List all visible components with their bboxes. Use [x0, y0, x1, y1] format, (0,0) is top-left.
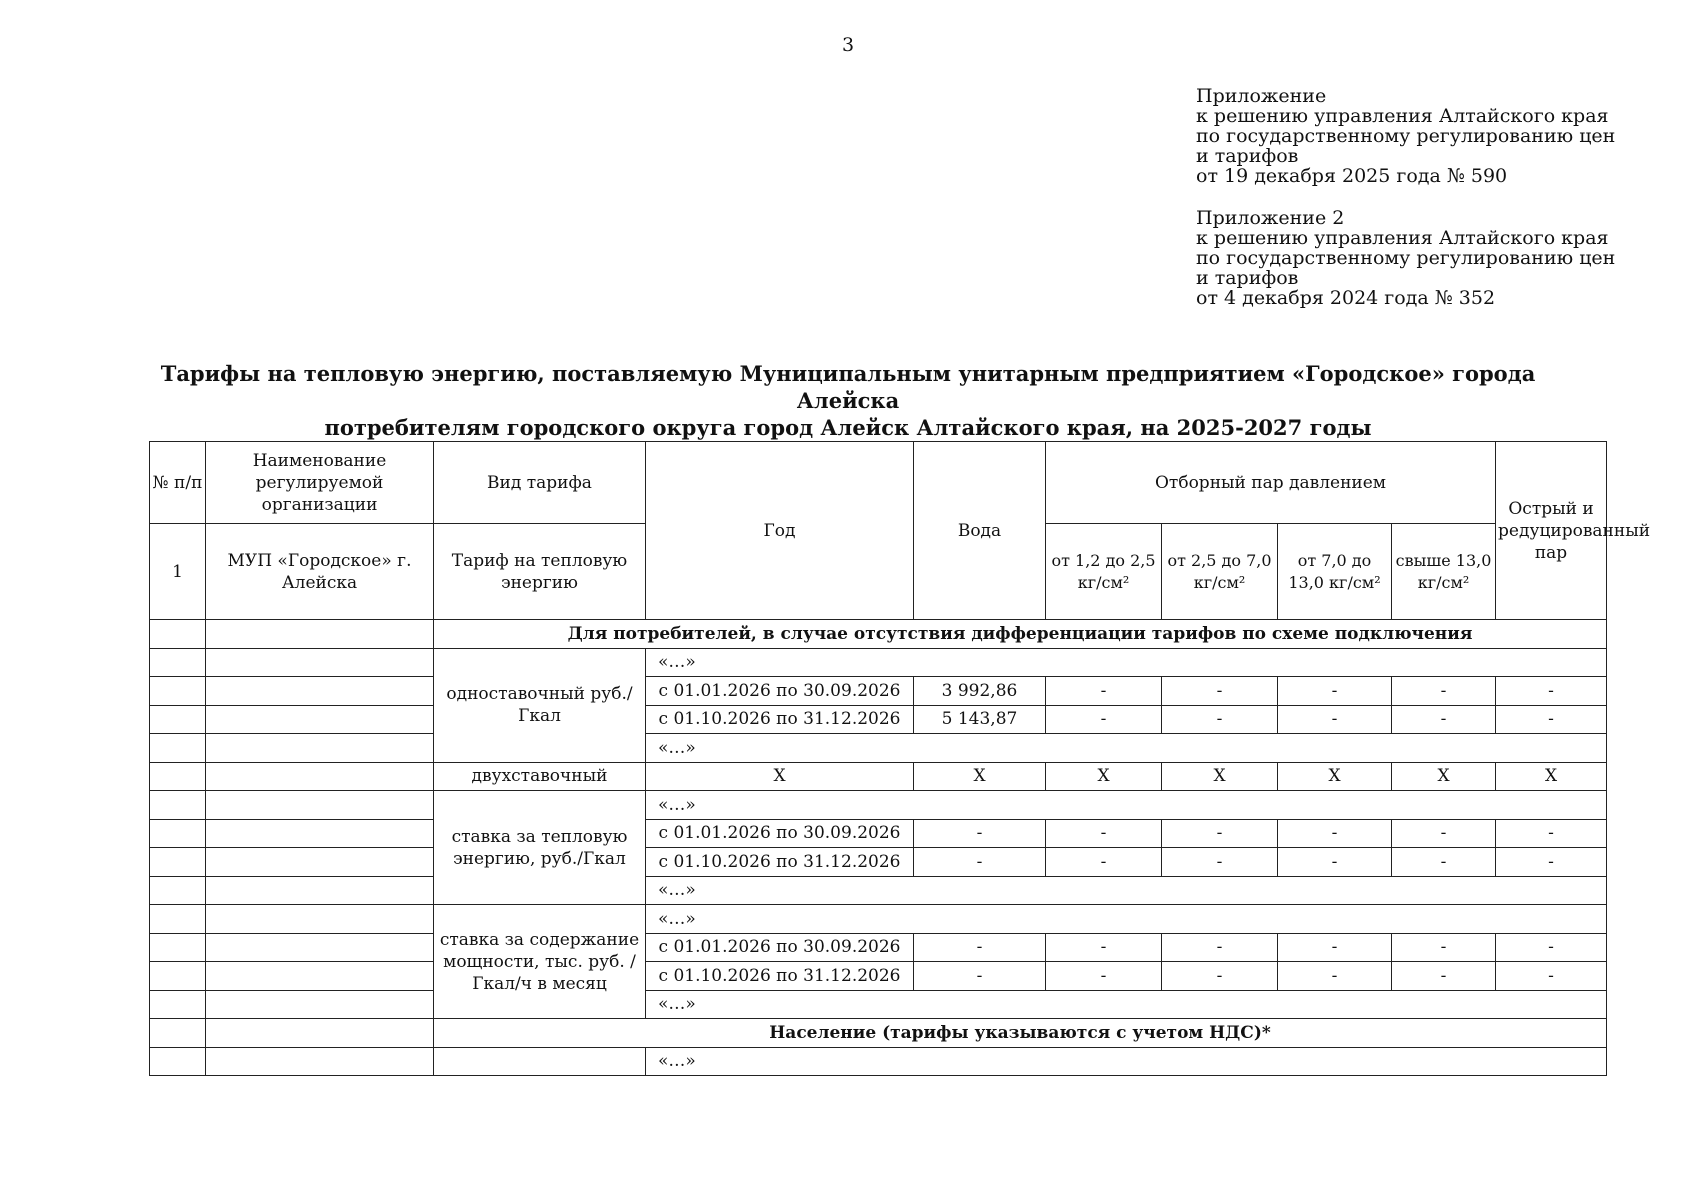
- appendix-1-line: от 19 декабря 2025 года № 590: [1196, 165, 1508, 187]
- table-row: [150, 705, 1607, 734]
- dash-cell: -: [1496, 677, 1607, 706]
- header-steam-2: от 2,5 до 7,0 кг/см²: [1162, 524, 1278, 620]
- table-row: [150, 876, 1607, 905]
- table-row: [150, 819, 1607, 848]
- header-acute-steam: Острый и редуцированный пар: [1496, 442, 1607, 620]
- period-cell: с 01.10.2026 по 31.12.2026: [646, 705, 914, 734]
- ellipsis-cell: «…»: [646, 648, 1607, 677]
- dash-cell: -: [1278, 705, 1392, 734]
- appendix-2-block: [1196, 208, 1615, 308]
- ellipsis-cell: «…»: [646, 1047, 1607, 1076]
- dash-cell: -: [914, 962, 1046, 991]
- table-row: [150, 848, 1607, 877]
- dash-cell: -: [1392, 848, 1496, 877]
- header-tariff-type: Вид тарифа: [434, 442, 646, 524]
- dash-cell: -: [1278, 848, 1392, 877]
- appendix-1-block: [1196, 86, 1615, 186]
- appendix-2-line: и тарифов: [1196, 267, 1299, 289]
- dash-cell: -: [1392, 705, 1496, 734]
- dash-cell: -: [1278, 819, 1392, 848]
- ellipsis-cell: «…»: [646, 905, 1607, 934]
- period-cell: с 01.01.2026 по 30.09.2026: [646, 933, 914, 962]
- dash-cell: -: [1496, 848, 1607, 877]
- dash-cell: -: [1278, 933, 1392, 962]
- title-line-1: Тарифы на тепловую энергию, поставляемую Муниципальным унитарным предприятием «Городское» города Алейска: [160, 361, 1536, 413]
- table-row: [150, 791, 1607, 820]
- appendix-1-line: Приложение: [1196, 85, 1327, 107]
- capacity-rate-label: ставка за содержание мощности, тыс. руб. /Гкал/ч в месяц: [434, 905, 646, 1019]
- table-row: [150, 620, 1607, 649]
- ellipsis-cell: «…»: [646, 990, 1607, 1019]
- dash-cell: -: [1046, 705, 1162, 734]
- appendix-1-line: к решению управления Алтайского края: [1196, 105, 1609, 127]
- header-num: № п/п: [150, 442, 206, 524]
- dash-cell: -: [1496, 933, 1607, 962]
- period-cell: с 01.10.2026 по 31.12.2026: [646, 848, 914, 877]
- table-row: [150, 762, 1607, 791]
- water-value: 3 992,86: [914, 677, 1046, 706]
- header-steam-1: от 1,2 до 2,5 кг/см²: [1046, 524, 1162, 620]
- dash-cell: -: [1162, 677, 1278, 706]
- two-rate-label: двухставочный: [434, 762, 646, 791]
- table-row: [150, 1019, 1607, 1048]
- header-water: Вода: [914, 442, 1046, 620]
- dash-cell: -: [914, 819, 1046, 848]
- x-mark-cell: X: [1046, 762, 1162, 791]
- appendix-1-line: и тарифов: [1196, 145, 1299, 167]
- appendix-2-line: к решению управления Алтайского края: [1196, 227, 1609, 249]
- dash-cell: -: [1278, 677, 1392, 706]
- org-row-tariff: Тариф на тепловую энергию: [434, 524, 646, 620]
- table-row: [150, 677, 1607, 706]
- org-row-name: МУП «Городское» г. Алейска: [206, 524, 434, 620]
- x-mark-cell: X: [914, 762, 1046, 791]
- dash-cell: -: [1046, 962, 1162, 991]
- appendix-2-line: от 4 декабря 2024 года № 352: [1196, 287, 1496, 309]
- ellipsis-cell: «…»: [646, 876, 1607, 905]
- x-mark-cell: X: [646, 762, 914, 791]
- dash-cell: -: [1392, 933, 1496, 962]
- water-value: 5 143,87: [914, 705, 1046, 734]
- dash-cell: -: [1392, 677, 1496, 706]
- dash-cell: -: [1278, 962, 1392, 991]
- dash-cell: -: [914, 848, 1046, 877]
- table-row: [150, 905, 1607, 934]
- dash-cell: -: [1162, 848, 1278, 877]
- header-steam: Отборный пар давлением: [1046, 442, 1496, 524]
- dash-cell: -: [1162, 933, 1278, 962]
- header-year: Год: [646, 442, 914, 620]
- dash-cell: -: [1496, 819, 1607, 848]
- header-steam-4: свыше 13,0 кг/см²: [1392, 524, 1496, 620]
- header-org: Наименование регулируемой организации: [206, 442, 434, 524]
- dash-cell: -: [1162, 819, 1278, 848]
- header-steam-3: от 7,0 до 13,0 кг/см²: [1278, 524, 1392, 620]
- document-title: [150, 360, 1546, 441]
- ellipsis-cell: «…»: [646, 791, 1607, 820]
- dash-cell: -: [1162, 962, 1278, 991]
- x-mark-cell: X: [1392, 762, 1496, 791]
- org-row-num: 1: [150, 524, 206, 620]
- table-row: [150, 734, 1607, 763]
- x-mark-cell: X: [1496, 762, 1607, 791]
- period-cell: с 01.01.2026 по 30.09.2026: [646, 819, 914, 848]
- dash-cell: -: [914, 933, 1046, 962]
- appendix-2-line: Приложение 2: [1196, 207, 1345, 229]
- page-number: 3: [841, 34, 855, 56]
- dash-cell: -: [1392, 962, 1496, 991]
- x-mark-cell: X: [1162, 762, 1278, 791]
- dash-cell: -: [1496, 705, 1607, 734]
- section-heading: Для потребителей, в случае отсутствия дифференциации тарифов по схеме подключения: [434, 620, 1607, 649]
- x-mark-cell: X: [1278, 762, 1392, 791]
- ellipsis-cell: «…»: [646, 734, 1607, 763]
- period-cell: с 01.01.2026 по 30.09.2026: [646, 677, 914, 706]
- section-heading: Население (тарифы указываются с учетом НДС)*: [434, 1019, 1607, 1048]
- heat-rate-label: ставка за тепловую энергию, руб./Гкал: [434, 791, 646, 905]
- dash-cell: -: [1496, 962, 1607, 991]
- dash-cell: -: [1046, 677, 1162, 706]
- dash-cell: -: [1392, 819, 1496, 848]
- appendix-2-line: по государственному регулированию цен: [1196, 247, 1616, 269]
- table-row: [150, 1047, 1607, 1076]
- period-cell: с 01.10.2026 по 31.12.2026: [646, 962, 914, 991]
- table-row: [150, 933, 1607, 962]
- table-row: [150, 990, 1607, 1019]
- table-row: [150, 648, 1607, 677]
- table-row: [150, 962, 1607, 991]
- title-line-2: потребителям городского округа город Алейск Алтайского края, на 2025-2027 годы: [324, 415, 1372, 440]
- dash-cell: -: [1162, 705, 1278, 734]
- tariff-table: [149, 441, 1651, 1076]
- dash-cell: -: [1046, 819, 1162, 848]
- dash-cell: -: [1046, 933, 1162, 962]
- single-rate-label: одноставочный руб./Гкал: [434, 648, 646, 762]
- appendix-1-line: по государственному регулированию цен: [1196, 125, 1616, 147]
- dash-cell: -: [1046, 848, 1162, 877]
